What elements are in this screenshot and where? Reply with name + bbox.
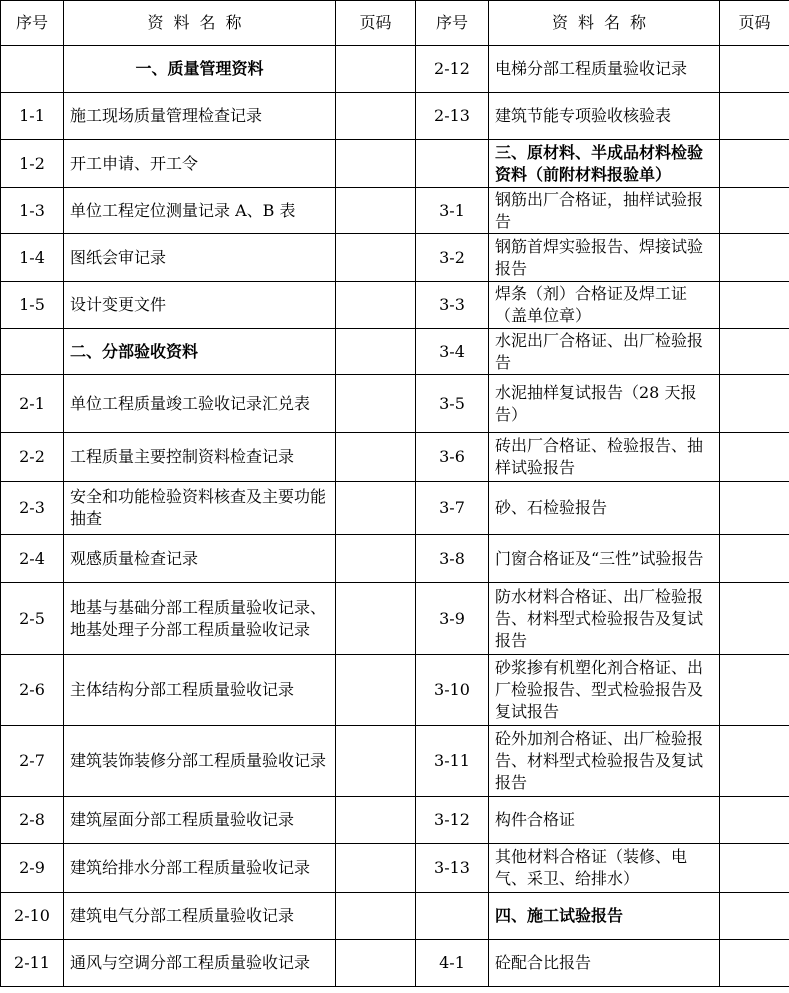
page-cell	[336, 433, 416, 482]
seq-cell: 3-3	[416, 282, 489, 329]
table-row	[1, 375, 789, 433]
table-row	[1, 797, 789, 844]
table-row	[1, 655, 789, 726]
page-cell	[720, 329, 789, 375]
seq-cell: 2-12	[416, 46, 489, 93]
page-cell	[720, 797, 789, 844]
table-row	[1, 234, 789, 282]
name-cell: 主体结构分部工程质量验收记录	[64, 655, 336, 726]
seq-cell: 2-8	[1, 797, 64, 844]
page-cell	[720, 46, 789, 93]
section-title-raw-materials: 三、原材料、半成品材料检验资料（前附材料报验单）	[489, 140, 720, 188]
seq-cell	[416, 140, 489, 188]
page-cell	[336, 535, 416, 583]
page-cell	[720, 844, 789, 893]
seq-cell: 3-12	[416, 797, 489, 844]
header-seq-right: 序号	[416, 1, 489, 46]
seq-cell: 3-5	[416, 375, 489, 433]
seq-cell	[1, 329, 64, 375]
page-cell	[720, 234, 789, 282]
table-row	[1, 726, 789, 797]
seq-cell	[1, 46, 64, 93]
table-row	[1, 482, 789, 535]
table-row	[1, 188, 789, 234]
header-name-right: 资料名称	[489, 1, 720, 46]
table-row	[1, 140, 789, 188]
name-cell: 图纸会审记录	[64, 234, 336, 282]
name-cell: 砂、石检验报告	[489, 482, 720, 535]
page-cell	[720, 655, 789, 726]
seq-cell	[416, 893, 489, 940]
name-cell: 建筑电气分部工程质量验收记录	[64, 893, 336, 940]
page-cell	[336, 797, 416, 844]
page-cell	[720, 433, 789, 482]
seq-cell: 4-1	[416, 940, 489, 987]
seq-cell: 1-2	[1, 140, 64, 188]
name-cell: 设计变更文件	[64, 282, 336, 329]
seq-cell: 3-13	[416, 844, 489, 893]
name-cell: 单位工程定位测量记录 A、B 表	[64, 188, 336, 234]
page-cell	[720, 140, 789, 188]
table-row	[1, 535, 789, 583]
name-cell: 防水材料合格证、出厂检验报告、材料型式检验报告及复试报告	[489, 583, 720, 655]
name-cell: 建筑节能专项验收核验表	[489, 93, 720, 140]
page-cell	[336, 93, 416, 140]
seq-cell: 2-7	[1, 726, 64, 797]
page-cell	[336, 188, 416, 234]
name-cell: 门窗合格证及“三性”试验报告	[489, 535, 720, 583]
page-cell	[336, 893, 416, 940]
name-cell: 钢筋首焊实验报告、焊接试验报告	[489, 234, 720, 282]
page-cell	[336, 375, 416, 433]
page-cell	[336, 282, 416, 329]
page-cell	[720, 375, 789, 433]
name-cell: 电梯分部工程质量验收记录	[489, 46, 720, 93]
name-cell: 安全和功能检验资料核查及主要功能抽查	[64, 482, 336, 535]
page-cell	[336, 329, 416, 375]
seq-cell: 3-7	[416, 482, 489, 535]
name-cell: 建筑屋面分部工程质量验收记录	[64, 797, 336, 844]
page-cell	[720, 535, 789, 583]
page-cell	[720, 482, 789, 535]
name-cell: 砼配合比报告	[489, 940, 720, 987]
seq-cell: 3-8	[416, 535, 489, 583]
seq-cell: 3-10	[416, 655, 489, 726]
seq-cell: 2-9	[1, 844, 64, 893]
name-cell: 建筑给排水分部工程质量验收记录	[64, 844, 336, 893]
name-cell: 通风与空调分部工程质量验收记录	[64, 940, 336, 987]
name-cell: 焊条（剂）合格证及焊工证（盖单位章）	[489, 282, 720, 329]
name-cell: 钢筋出厂合格证，抽样试验报告	[489, 188, 720, 234]
page-cell	[336, 46, 416, 93]
seq-cell: 2-5	[1, 583, 64, 655]
seq-cell: 2-1	[1, 375, 64, 433]
table-row	[1, 46, 789, 93]
name-cell: 工程质量主要控制资料检查记录	[64, 433, 336, 482]
header-page-right: 页码	[720, 1, 789, 46]
seq-cell: 3-2	[416, 234, 489, 282]
page-cell	[720, 282, 789, 329]
seq-cell: 2-10	[1, 893, 64, 940]
name-cell: 其他材料合格证（装修、电气、采卫、给排水）	[489, 844, 720, 893]
seq-cell: 2-4	[1, 535, 64, 583]
seq-cell: 1-3	[1, 188, 64, 234]
seq-cell: 2-6	[1, 655, 64, 726]
section-title-quality-management: 一、质量管理资料	[64, 46, 336, 93]
seq-cell: 3-4	[416, 329, 489, 375]
page-cell	[336, 726, 416, 797]
page-cell	[336, 482, 416, 535]
page-cell	[720, 726, 789, 797]
seq-cell: 1-4	[1, 234, 64, 282]
table-row	[1, 940, 789, 987]
table-row	[1, 433, 789, 482]
table-row	[1, 893, 789, 940]
seq-cell: 2-3	[1, 482, 64, 535]
seq-cell: 1-5	[1, 282, 64, 329]
header-row	[1, 1, 789, 46]
header-name-left: 资料名称	[64, 1, 336, 46]
table-row	[1, 583, 789, 655]
name-cell: 砂浆掺有机塑化剂合格证、出厂检验报告、型式检验报告及复试报告	[489, 655, 720, 726]
page-cell	[336, 940, 416, 987]
name-cell: 观感质量检查记录	[64, 535, 336, 583]
name-cell: 地基与基础分部工程质量验收记录、地基处理子分部工程质量验收记录	[64, 583, 336, 655]
name-cell: 砖出厂合格证、检验报告、抽样试验报告	[489, 433, 720, 482]
section-title-construction-tests: 四、施工试验报告	[489, 893, 720, 940]
seq-cell: 3-1	[416, 188, 489, 234]
page-cell	[336, 844, 416, 893]
seq-cell: 1-1	[1, 93, 64, 140]
page-cell	[720, 93, 789, 140]
section-title-sub-acceptance: 二、分部验收资料	[64, 329, 336, 375]
page-cell	[720, 893, 789, 940]
name-cell: 施工现场质量管理检查记录	[64, 93, 336, 140]
name-cell: 建筑装饰装修分部工程质量验收记录	[64, 726, 336, 797]
page-cell	[720, 583, 789, 655]
name-cell: 开工申请、开工令	[64, 140, 336, 188]
table-row	[1, 93, 789, 140]
table-row	[1, 282, 789, 329]
seq-cell: 3-9	[416, 583, 489, 655]
table-row	[1, 844, 789, 893]
seq-cell: 2-11	[1, 940, 64, 987]
page-cell	[720, 188, 789, 234]
seq-cell: 3-6	[416, 433, 489, 482]
page-cell	[336, 234, 416, 282]
name-cell: 单位工程质量竣工验收记录汇兑表	[64, 375, 336, 433]
page-cell	[336, 583, 416, 655]
header-page-left: 页码	[336, 1, 416, 46]
seq-cell: 3-11	[416, 726, 489, 797]
table-row	[1, 329, 789, 375]
seq-cell: 2-13	[416, 93, 489, 140]
name-cell: 构件合格证	[489, 797, 720, 844]
name-cell: 水泥出厂合格证、出厂检验报告	[489, 329, 720, 375]
header-seq-left: 序号	[1, 1, 64, 46]
name-cell: 砼外加剂合格证、出厂检验报告、材料型式检验报告及复试报告	[489, 726, 720, 797]
seq-cell: 2-2	[1, 433, 64, 482]
page-cell	[336, 655, 416, 726]
page-cell	[720, 940, 789, 987]
name-cell: 水泥抽样复试报告（28 天报告）	[489, 375, 720, 433]
page-cell	[336, 140, 416, 188]
